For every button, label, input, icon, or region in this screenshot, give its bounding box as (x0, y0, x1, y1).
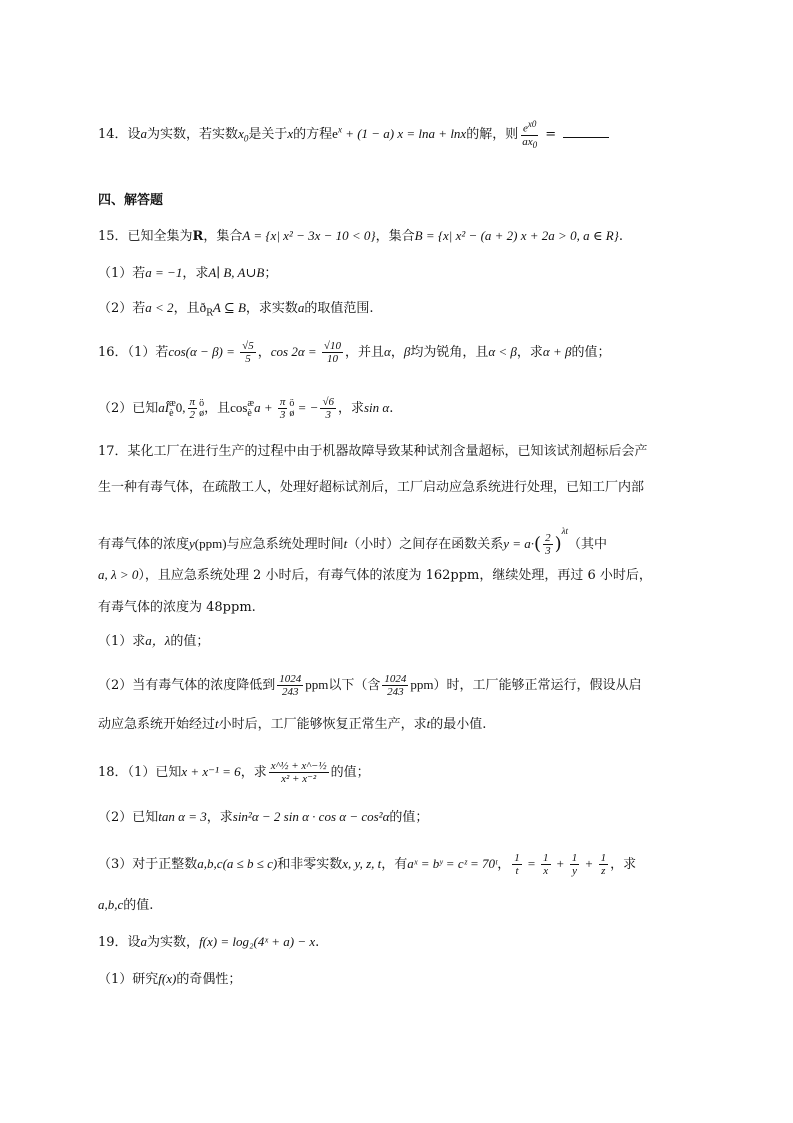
question-17-line-5: 有毒气体的浓度为 48ppm. (98, 600, 256, 615)
fraction: $\frac{1}{z}$ (600, 852, 607, 877)
fraction: $\frac{√5}{5}$ (242, 340, 254, 365)
question-15-part-2: （2）若a < 2，且$ð_RA$ ⊆ B，求实数a的取值范围. (98, 300, 374, 319)
question-17-part-2-line-2: 动应急系统开始经过t小时后，工厂能够恢复正常生产，求t的最小值. (98, 716, 487, 732)
question-18-part-1: 18．（1）已知x + x⁻¹ = 6，求 $\frac{\text{x\textasciicircum{}½ + x\textasciicircum{}−½}}{\text{x² + x⁻²}}$ 的值； (98, 760, 370, 785)
question-16-part-1: 16．（1）若cos(α − β) = $\frac{√5}{5}$ ，cos 2α = $\frac{√10}{10}$ ，并且α，β均为锐角，且α < β，求α + β的值； (98, 340, 611, 365)
question-16-part-2: （2）已知aÎ æ è 0, $\frac{\pi}{2}$ ö ø ，且cos æ è a + $\frac{\pi}{3}$ ö ø = − $\frac{√6}{3}$ ，求sin α. (98, 396, 394, 421)
question-17-line-4: a, λ > 0），且应急系统处理 2 小时后，有毒气体的浓度为 162ppm，继续处理，再过 6 小时后， (98, 567, 652, 583)
question-14: 14．设a为实数，若实数$x_0$是关于x的方程$e^x + (1 - a) x = \ln a + \ln x$的解，则 $\frac{e^{x0}}{ax_0}$ = (98, 118, 609, 151)
question-19-part-1: （1）研究f(x)的奇偶性； (98, 971, 242, 987)
fraction: $\frac{1024}{243}$ (279, 673, 302, 698)
fraction: $\frac{√6}{3}$ (322, 396, 334, 421)
question-18-part-3-line-2: a,b,c的值. (98, 897, 154, 913)
section-title: 四、解答题 (98, 193, 164, 208)
fraction: $\frac{\pi}{3}$ (279, 396, 286, 421)
fraction: $\frac{\pi}{2}$ (189, 396, 196, 421)
question-17-line-3: 有毒气体的浓度y(ppm)与应急系统处理时间t（小时）之间存在函数关系y = a·( $\frac{2}{3}$ )$^{\lambda t}$（其中 (98, 526, 608, 557)
fraction: $\frac{1024}{243}$ (384, 673, 407, 698)
question-17-part-2: （2）当有毒气体的浓度降低到 $\frac{1024}{243}$ ppm以下（含 $\frac{1024}{243}$ ppm）时，工厂能够正常运行，假设从启 (98, 673, 642, 698)
fraction: $\frac{1}{t}$ (514, 852, 520, 877)
question-17-line-1: 17．某化工厂在进行生产的过程中由于机器故障导致某种试剂含量超标，已知该试剂超标后会产 (98, 444, 648, 459)
question-18-part-3: （3）对于正整数a,b,c(a ≤ b ≤ c)和非零实数x, y, z, t，有aˣ = bʸ = cᶻ = 70ᵗ， $\frac{1}{t}$ = $\frac{1}{x}$ + $\frac{1}{y}$ + $\frac{1}{z}$ ，求 (98, 852, 637, 877)
q14-fraction: $\frac{e^{x0}}{ax_0}$ (522, 119, 538, 150)
fraction: $\frac{1}{x}$ (543, 852, 549, 877)
fraction: $\frac{\text{x\textasciicircum{}½ + x\textasciicircum{}−½}}{\text{x² + x⁻²}}$ (270, 760, 327, 785)
fraction: $\frac{2}{3}$ (545, 532, 551, 557)
question-17-line-2: 生一种有毒气体，在疏散工人，处理好超标试剂后，工厂启动应急系统进行处理，已知工厂内部 (98, 480, 645, 495)
question-18-part-2: （2）已知tan α = 3，求sin²α − 2 sin α · cos α − cos²α的值； (98, 809, 429, 825)
answer-blank[interactable] (563, 137, 609, 138)
question-15: 15．已知全集为R，集合A = {x| x² − 3x − 10 < 0}，集合B = {x| x² − (a + 2) x + 2a > 0, a ∈ R}. (98, 228, 623, 244)
question-19: 19．设a为实数，f(x) = log₂(4ˣ + a) − x. (98, 934, 320, 950)
fraction: $\frac{√10}{10}$ (323, 340, 341, 365)
question-15-part-1: （1）若a = −1，求A∣ B, A∪B； (98, 265, 278, 281)
fraction: $\frac{1}{y}$ (571, 852, 578, 877)
question-17-part-1: （1）求a，λ的值； (98, 633, 210, 649)
